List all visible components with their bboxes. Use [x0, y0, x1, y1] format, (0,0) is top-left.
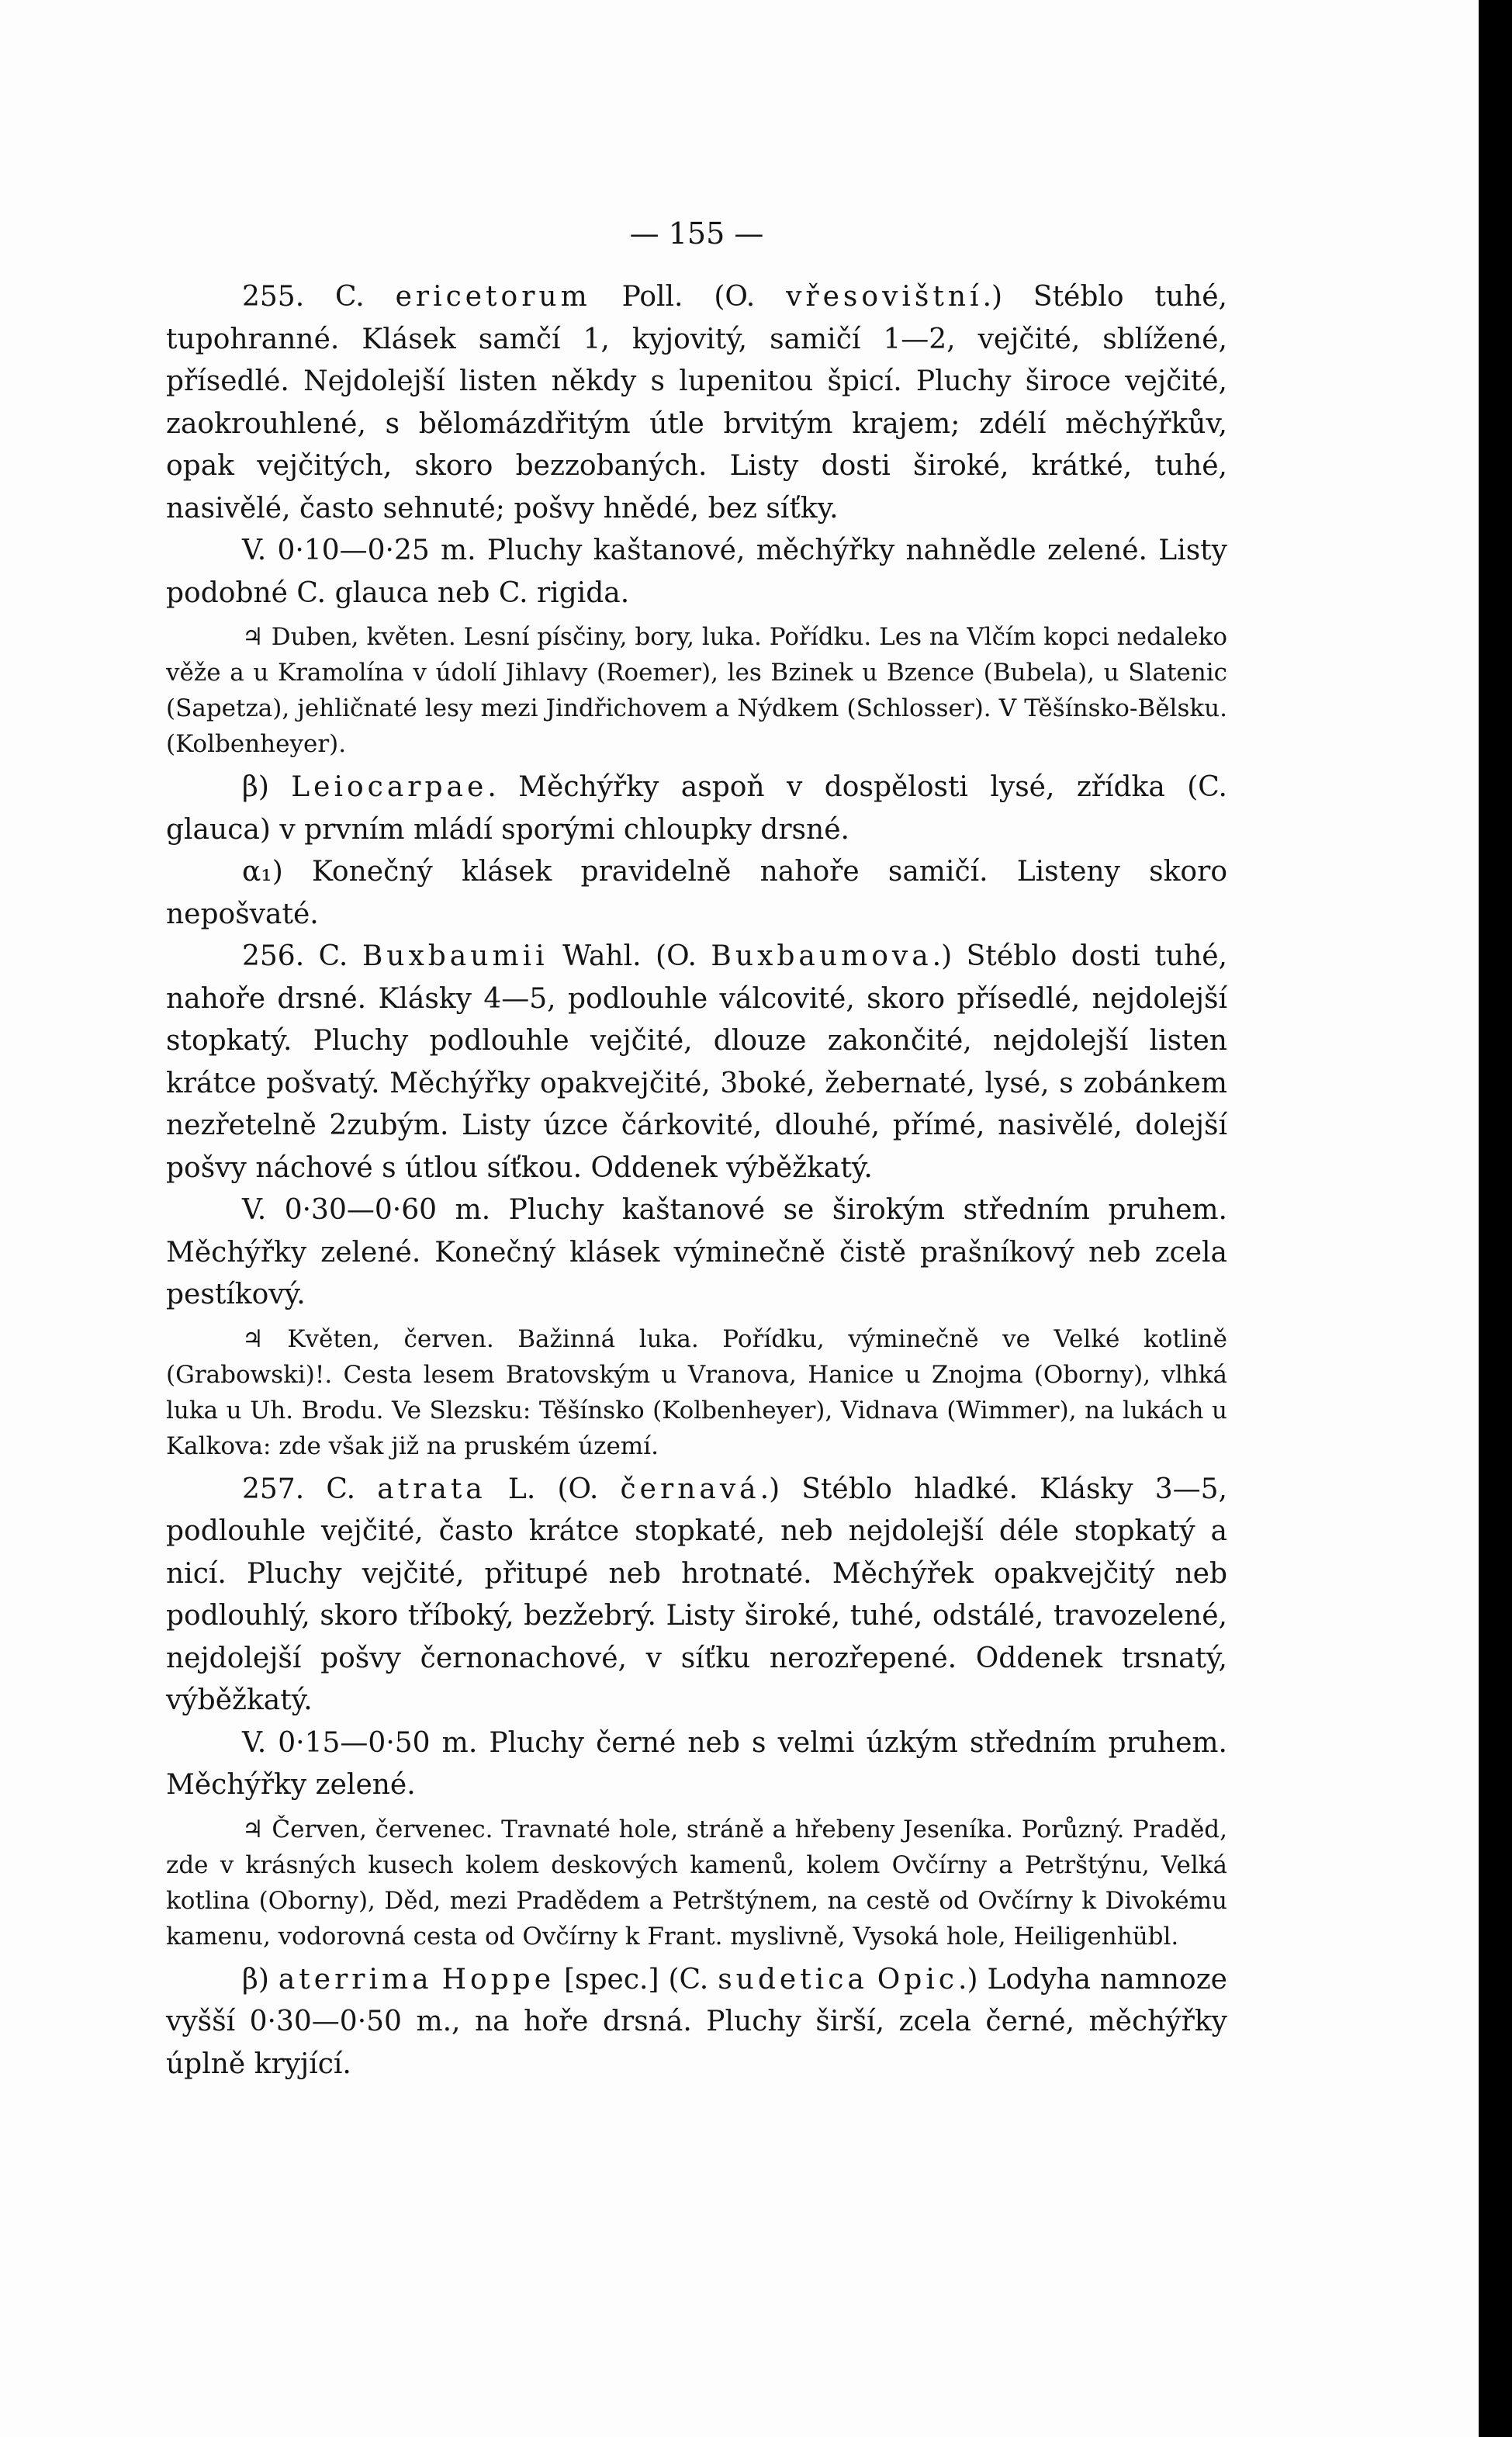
- text-run: Leiocarpae: [291, 771, 488, 803]
- text-run: V. 0·15—0·50 m. Pluchy černé neb s velmi úzkým středním pruhem. Měchýřky zelené.: [166, 1726, 1227, 1801]
- text-run: V. 0·10—0·25 m. Pluchy kaštanové, měchýřky nahnědle zelené. Listy podobné C. glauca neb C. rigida.: [166, 535, 1227, 609]
- text-run: .) Stéblo hladké. Klásky 3—5, podlouhle vejčité, často krátce stopkaté, neb nejdolejší déle stopkatý a nicí. Pluchy vejčité, přitupé neb hrotnaté. Měchýřek opakvejčitý neb podlouhlý, skoro tříboký, bezžebrý. Listy široké, tuhé, odstálé, travozelené, nejdolejší pošvy černonachové, v síťku nerozřepené. Oddenek trsnatý, výběžkatý.: [166, 1473, 1228, 1716]
- text-run: atrata: [377, 1473, 486, 1505]
- paragraph-p257-loc: [166, 1812, 1227, 1954]
- paragraph-p255-beta: [166, 767, 1227, 851]
- text-run: α₁) Konečný klásek pravidelně nahoře samičí. Listeny skoro nepošvaté.: [166, 856, 1227, 930]
- text-run: 257. C.: [242, 1473, 378, 1505]
- text-run: Buxbaumova: [711, 940, 932, 972]
- paragraph-p257: [166, 1469, 1227, 1722]
- paragraph-p255-alpha1: [166, 851, 1227, 936]
- text-run: sudetica: [718, 1963, 868, 1996]
- paragraph-p255: [166, 276, 1227, 530]
- text-run: Opic: [877, 1963, 959, 1996]
- text-run: Poll. (O.: [590, 281, 787, 313]
- text-run: V. 0·30—0·60 m. Pluchy kaštanové se širokým středním pruhem. Měchýřky zelené. Konečný klásek výminečně čistě prašníkový neb zcela pestíkový.: [166, 1194, 1227, 1310]
- text-run: Hoppe: [441, 1963, 555, 1996]
- text-run: β): [242, 771, 292, 803]
- text-run: černavá: [620, 1473, 760, 1505]
- paragraph-p256-loc: [166, 1321, 1227, 1464]
- text-run: aterrima: [278, 1963, 433, 1996]
- text-run: L. (O.: [486, 1473, 621, 1505]
- paragraph-p256: [166, 936, 1227, 1189]
- text-run: .) Stéblo tuhé, tupohranné. Klásek samčí 1, kyjovitý, samičí 1—2, vejčité, sblížené, přísedlé. Nejdolejší listen někdy s lupenitou špicí. Pluchy široce vejčité, zaokrouhlené, s bělomázdřitým útle brvitým krajem; zdélí měchýřkův, opak vejčitých, skoro bezzobaných. Listy dosti široké, krátké, tuhé, nasivělé, často sehnuté; pošvy hnědé, bez síťky.: [166, 281, 1228, 524]
- text-run: ♃ Květen, červen. Bažinná luka. Pořídku, výminečně ve Velké kotlině (Grabowski)!. Cesta lesem Bratovským u Vranova, Hanice u Znojma (Oborny), vlhká luka u Uh. Brodu. Ve Slezsku: Těšínsko (Kolbenheyer), Vidnava (Wimmer), na lukách u Kalkova: zde však již na pruském území.: [166, 1324, 1227, 1460]
- page-number: — 155 —: [629, 216, 764, 251]
- paragraph-p257-beta: [166, 1959, 1227, 2086]
- text-run: Buxbaumii: [362, 940, 548, 972]
- paragraph-p256-v: [166, 1189, 1227, 1317]
- page-body: [166, 276, 1227, 2086]
- page-text: [166, 211, 1227, 2086]
- text-run: 256. C.: [242, 940, 362, 972]
- text-run: 255. C.: [242, 281, 396, 313]
- text-run: [868, 1964, 877, 1996]
- text-run: β): [242, 1963, 279, 1996]
- text-run: Wahl. (O.: [548, 940, 711, 972]
- text-run: ♃ Červen, červenec. Travnaté hole, stráně a hřebeny Jeseníka. Porůzný. Praděd, zde v krásných kusech kolem deskových kamenů, kolem Ovčírny a Petrštýnu, Velká kotlina (Oborny), Děd, mezi Pradědem a Petrštýnem, na cestě od Ovčírny k Divokému kamenu, vodorovná cesta od Ovčírny k Frant. myslivně, Vysoká hole, Heiligenhübl.: [166, 1815, 1227, 1951]
- text-run: [433, 1964, 442, 1996]
- scan-edge: [1479, 0, 1512, 2437]
- text-run: [spec.] (C.: [555, 1963, 718, 1996]
- paragraph-p255-loc: [166, 619, 1227, 762]
- paragraph-p257-v: [166, 1722, 1227, 1807]
- text-run: ericetorum: [395, 281, 591, 313]
- text-run: .) Stéblo dosti tuhé, nahoře drsné. Klásky 4—5, podlouhle válcovité, skoro přísedlé, nejdolejší stopkatý. Pluchy podlouhle vejčité, dlouze zakončité, nejdolejší listen krátce pošvatý. Měchýřky opakvejčité, 3boké, žebernaté, lysé, s zobánkem nezřetelně 2zubým. Listy úzce čárkovité, dlouhé, přímé, nasivělé, dolejší pošvy náchové s útlou síťkou. Oddenek výběžkatý.: [166, 940, 1228, 1184]
- text-run: ♃ Duben, květen. Lesní písčiny, bory, luka. Pořídku. Les na Vlčím kopci nedaleko věže a u Kramolína v údolí Jihlavy (Roemer), les Bzinek u Bzence (Bubela), u Slatenic (Sapetza), jehličnaté lesy mezi Jindřichovem a Nýdkem (Schlosser). V Těšínsko-Bělsku. (Kolbenheyer).: [166, 623, 1227, 758]
- text-run: vřesovištní: [786, 281, 983, 313]
- paragraph-p255-v: [166, 530, 1227, 614]
- text-run: . Měchýřky aspoň v dospělosti lysé, zřídka (C. glauca) v prvním mládí sporými chloupky drsné.: [166, 771, 1227, 846]
- text-run: .) Lodyha namnoze vyšší 0·30—0·50 m., na hoře drsná. Pluchy širší, zcela černé, měchýřky úplně kryjící.: [166, 1963, 1227, 2080]
